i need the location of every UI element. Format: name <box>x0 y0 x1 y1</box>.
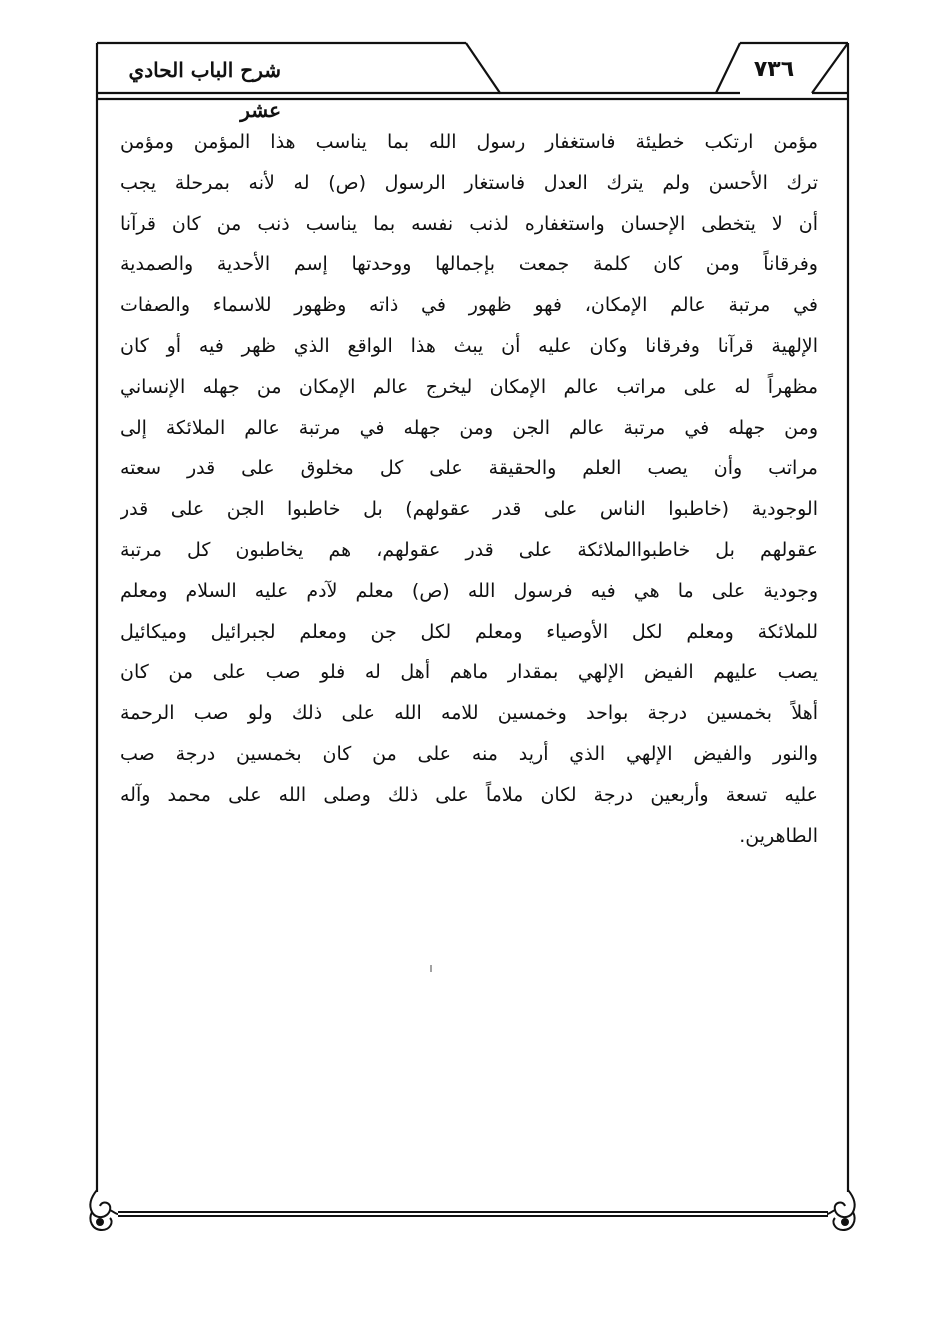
text-line: وجودية على ما هي فيه فرسول الله (ص) معلم لآدم عليه السلام ومعلم <box>120 579 818 602</box>
text-line: مظهراً له على مراتب عالم الإمكان ليخرج عالم الإمكان من جهله الإنساني <box>120 375 818 398</box>
text-line: مراتب وأن يصب العلم والحقيقة على كل مخلوق على قدر سعته <box>120 457 818 480</box>
body-text <box>120 122 818 856</box>
text-line: أهلاً بخمسين درجة بواحد وخمسين للامه الله على ذلك ولو صب الرحمة <box>120 702 818 725</box>
page-number: ٧٣٦ <box>753 57 795 82</box>
text-line: في مرتبة عالم الإمكان، فهو ظهور في ذاته وظهور للاسماء والصفات <box>120 294 818 317</box>
text-line: ومن جهله في مرتبة عالم الجن ومن جهله في مرتبة عالم الملائكة إلى <box>120 416 818 439</box>
text-line: عليه تسعة وأربعين درجة لكان ملاماً على ذلك وصلى الله على محمد وآله <box>120 783 818 806</box>
text-line: وفرقاناً ومن كان كلمة جمعت بإجمالها ووحدتها إسم الأحدية والصمدية <box>120 253 818 276</box>
text-line: مؤمن ارتكب خطيئة فاستغفار رسول الله بما يناسب هذا المؤمن ومؤمن <box>120 131 818 153</box>
text-line: والنور والفيض الإلهي الذي أريد منه على من كان بخمسين درجة صب <box>120 742 818 765</box>
text-line: الإلهية قرآنا وفرقانا وكان عليه أن يبث هذا الواقع الذي ظهر فيه أو كان <box>120 334 818 357</box>
header-title: شرح الباب الحادي عشر <box>128 58 281 122</box>
text-line: يصب عليهم الفيض الإلهي بمقدار ماهم أهل له فلو صب على من كان <box>120 661 818 684</box>
text-line: ترك الأحسن ولم يترك العدل فاستغار الرسول (ص) له لأنه بمرحلة يجب <box>120 171 818 194</box>
text-line: عقولهم بل خاطبواالملائكة على قدر عقولهم، هم يخاطبون كل مرتبة <box>120 538 818 561</box>
text-line: أن لا يتخطى الإحسان واستغفاره لذنب نفسه بما يناسب ذنب من كان قرآنا <box>120 212 818 235</box>
text-line: للملائكة ومعلم لكل الأوصياء ومعلم لكل جن ومعلم لجبرائيل وميكائيل <box>120 620 818 643</box>
right-corner-ornament <box>827 1190 855 1230</box>
bottom-border <box>118 1212 828 1216</box>
text-line: الوجودية (خاطبوا الناس على قدر عقولهم) بل خاطبوا الجن على قدر <box>120 498 818 521</box>
text-line: الطاهرين. <box>739 824 818 847</box>
left-corner-ornament <box>90 1190 118 1230</box>
